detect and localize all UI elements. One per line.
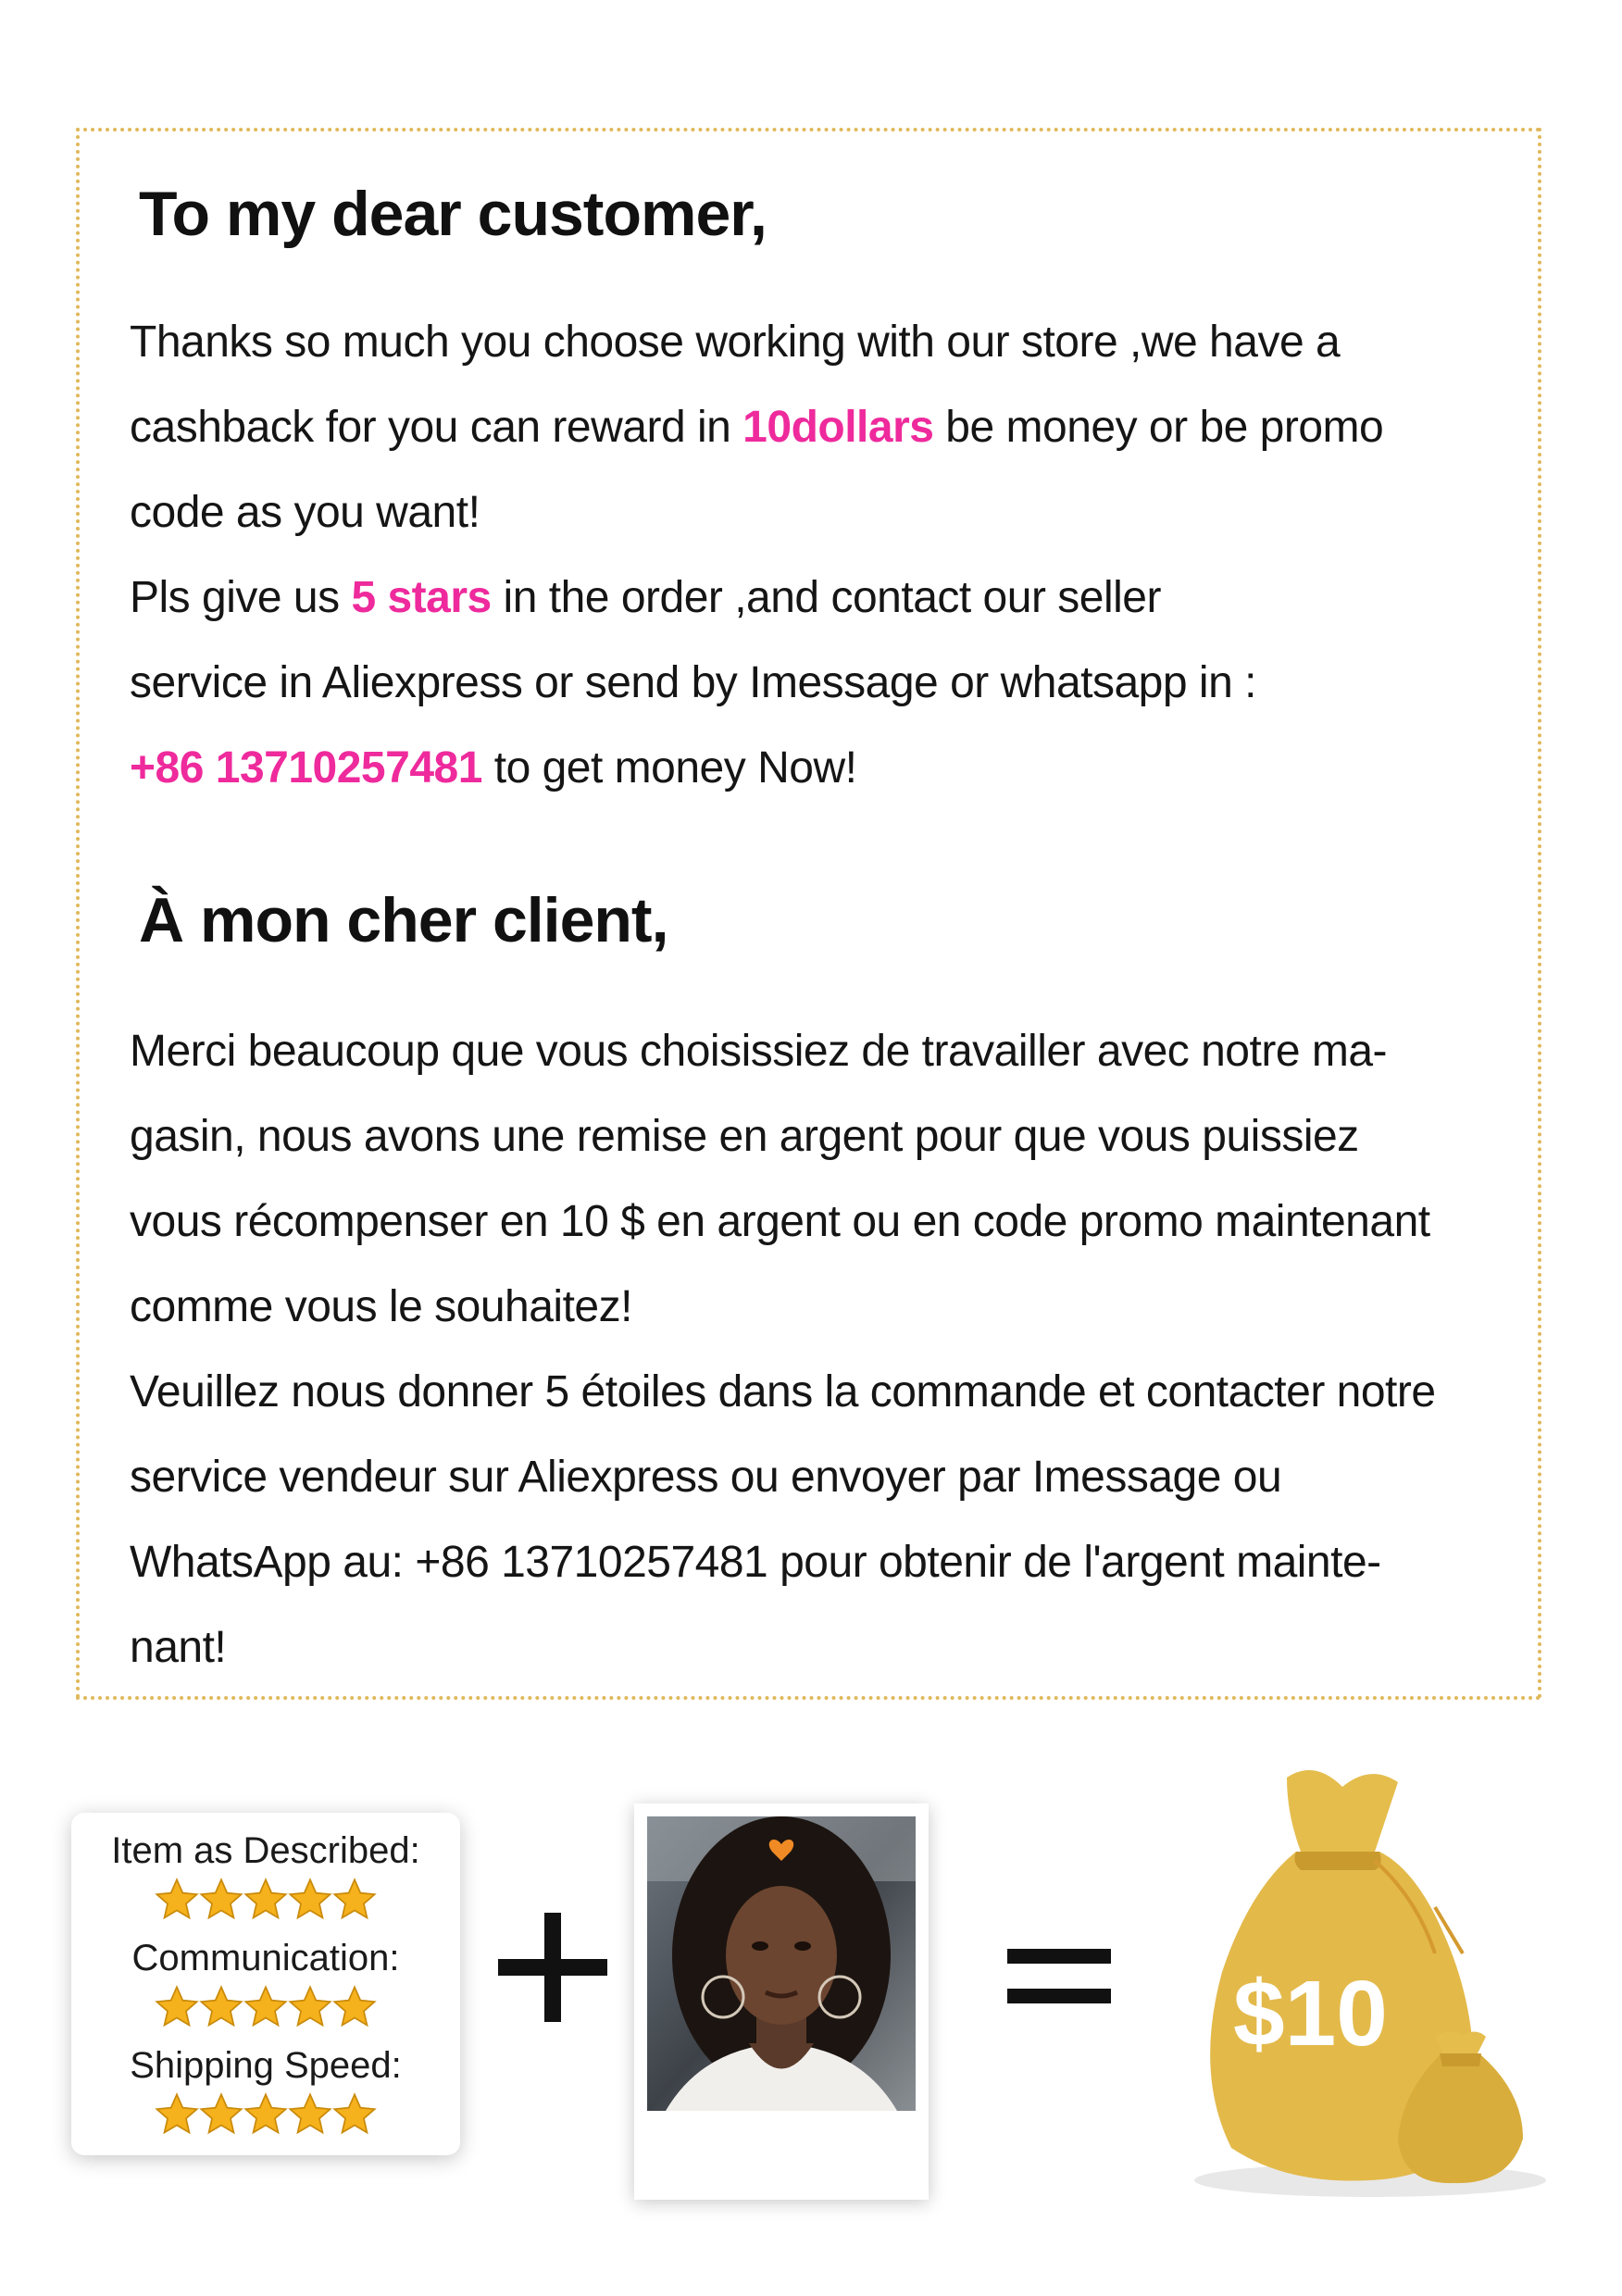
text-line: Thanks so much you choose working with our store ,we have a bbox=[130, 318, 1341, 367]
text-line: nant! bbox=[130, 1623, 227, 1672]
text-line: comme vous le souhaitez! bbox=[130, 1282, 632, 1331]
star-icon bbox=[197, 1983, 245, 2031]
french-paragraph bbox=[130, 1009, 1518, 1691]
text-line bbox=[130, 726, 1518, 811]
star-icon bbox=[331, 1983, 379, 2031]
text-line: WhatsApp au: +86 13710257481 pour obtenir de l'argent mainte- bbox=[130, 1538, 1381, 1587]
text-line: code as you want! bbox=[130, 488, 480, 537]
customer-photo-illustration bbox=[647, 1816, 916, 2111]
star-icon bbox=[197, 1876, 245, 1924]
text-line: service vendeur sur Aliexpress ou envoyer par Imessage ou bbox=[130, 1453, 1282, 1502]
star-icon bbox=[286, 2090, 334, 2139]
text-line bbox=[130, 555, 1518, 641]
star-rating bbox=[71, 2090, 460, 2139]
rating-shipping-speed bbox=[71, 2044, 460, 2139]
text-line: service in Aliexpress or send by Imessage or whatsapp in : bbox=[130, 658, 1256, 707]
star-icon bbox=[242, 2090, 290, 2139]
star-icon bbox=[286, 1876, 334, 1924]
text-line: Veuillez nous donner 5 étoiles dans la commande et contacter notre bbox=[130, 1367, 1436, 1416]
text-line: vous récompenser en 10 $ en argent ou en code promo maintenant bbox=[130, 1197, 1430, 1246]
rating-label: Communication: bbox=[131, 1938, 400, 1978]
reward-amount: $10 bbox=[1233, 1962, 1388, 2065]
text-segment: in the order ,and contact our seller bbox=[491, 573, 1161, 622]
star-icon bbox=[331, 1876, 379, 1924]
star-icon bbox=[153, 1876, 201, 1924]
star-icon bbox=[153, 1983, 201, 2031]
star-rating bbox=[71, 1876, 460, 1924]
customer-photo bbox=[647, 1816, 916, 2111]
photo-polaroid bbox=[634, 1803, 929, 2200]
rating-label: Shipping Speed: bbox=[130, 2045, 402, 2086]
plus-icon-horizontal bbox=[498, 1959, 607, 1976]
text-segment: cashback for you can reward in bbox=[130, 403, 743, 452]
highlight-phone: +86 13710257481 bbox=[130, 743, 482, 792]
text-line: gasin, nous avons une remise en argent pour que vous puissiez bbox=[130, 1112, 1359, 1161]
text-line: Merci beaucoup que vous choisissiez de travailler avec notre ma- bbox=[130, 1027, 1388, 1076]
text-line bbox=[130, 385, 1518, 470]
english-paragraph bbox=[130, 300, 1518, 811]
rating-card bbox=[71, 1813, 460, 2155]
equals-icon-bar bbox=[1007, 1949, 1111, 1964]
star-icon bbox=[331, 2090, 379, 2139]
rating-label: Item as Described: bbox=[111, 1830, 420, 1871]
text-segment: be money or be promo bbox=[933, 403, 1384, 452]
french-heading: À mon cher client, bbox=[139, 885, 668, 955]
star-icon bbox=[286, 1983, 334, 2031]
english-heading: To my dear customer, bbox=[139, 179, 767, 249]
star-icon bbox=[242, 1983, 290, 2031]
star-icon bbox=[153, 2090, 201, 2139]
text-segment: to get money Now! bbox=[481, 743, 857, 792]
rating-communication bbox=[71, 1937, 460, 2031]
equals-icon-bar bbox=[1007, 1989, 1111, 2003]
star-icon bbox=[242, 1876, 290, 1924]
star-rating bbox=[71, 1983, 460, 2031]
text-segment: Pls give us bbox=[130, 573, 352, 622]
star-icon bbox=[197, 2090, 245, 2139]
highlight-amount: 10dollars bbox=[742, 403, 934, 452]
highlight-stars: 5 stars bbox=[351, 573, 492, 622]
rating-item-described bbox=[71, 1829, 460, 1924]
